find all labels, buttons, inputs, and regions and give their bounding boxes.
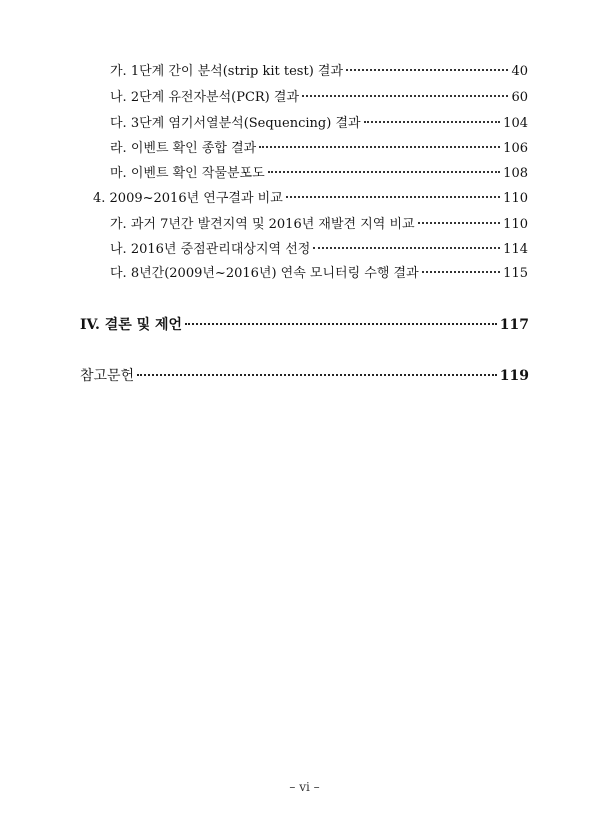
toc-entry-label: 다. 3단계 염기서열분석(Sequencing) 결과	[110, 116, 361, 131]
toc-entry-label: 나. 2016년 중점관리대상지역 선정	[110, 242, 311, 257]
toc-entry-label: IV. 결론 및 제언	[80, 317, 183, 333]
toc-entry-crop-distribution[interactable]	[110, 164, 528, 184]
toc-entry-page: 114	[503, 242, 528, 257]
toc-entry-label: 가. 과거 7년간 발견지역 및 2016년 재발견 지역 비교	[110, 217, 415, 232]
toc-entry-label: 4. 2009~2016년 연구결과 비교	[93, 191, 283, 206]
toc-dot-leader	[259, 146, 500, 148]
toc-dot-leader	[302, 95, 508, 97]
toc-entry-label: 나. 2단계 유전자분석(PCR) 결과	[110, 90, 300, 105]
toc-entry-sequencing[interactable]	[110, 114, 528, 134]
toc-entry-page: 110	[503, 191, 528, 206]
toc-dot-leader	[313, 247, 500, 249]
toc-entry-label: 가. 1단계 간이 분석(strip kit test) 결과	[110, 64, 344, 79]
toc-dot-leader	[418, 222, 501, 224]
toc-entry-strip-kit-test[interactable]	[110, 62, 528, 82]
toc-dot-leader	[137, 374, 497, 376]
toc-entry-8-year-monitoring[interactable]	[110, 264, 528, 284]
page-number: – vi –	[289, 780, 320, 794]
toc-entry-priority-areas[interactable]	[110, 240, 528, 260]
toc-entry-page: 117	[499, 317, 529, 333]
toc-entry-page: 110	[503, 217, 528, 232]
toc-entry-page: 115	[503, 266, 528, 281]
toc-entry-page: 108	[503, 166, 528, 181]
toc-entry-past-7-years[interactable]	[110, 215, 528, 235]
toc-entry-label: 라. 이벤트 확인 종합 결과	[110, 141, 257, 156]
toc-dot-leader	[268, 171, 501, 173]
toc-entry-page: 119	[499, 368, 529, 384]
toc-dot-leader	[346, 69, 508, 71]
toc-entry-page: 40	[511, 64, 528, 79]
toc-entry-page: 106	[503, 141, 528, 156]
toc-entry-event-summary[interactable]	[110, 139, 528, 159]
toc-entry-page: 104	[503, 116, 528, 131]
toc-dot-leader	[364, 121, 501, 123]
toc-entry-pcr[interactable]	[110, 88, 528, 108]
toc-entry-label: 참고문헌	[80, 368, 135, 384]
toc-entry-label: 다. 8년간(2009년~2016년) 연속 모니터링 수행 결과	[110, 266, 419, 281]
toc-chapter-references[interactable]	[80, 366, 529, 386]
toc-entry-section-4[interactable]	[93, 189, 528, 209]
toc-dot-leader	[286, 196, 500, 198]
toc-entry-page: 60	[511, 90, 528, 105]
toc-dot-leader	[422, 271, 501, 273]
toc-dot-leader	[185, 323, 497, 325]
toc-chapter-conclusion[interactable]	[80, 315, 529, 335]
toc-entry-label: 마. 이벤트 확인 작물분포도	[110, 166, 265, 181]
